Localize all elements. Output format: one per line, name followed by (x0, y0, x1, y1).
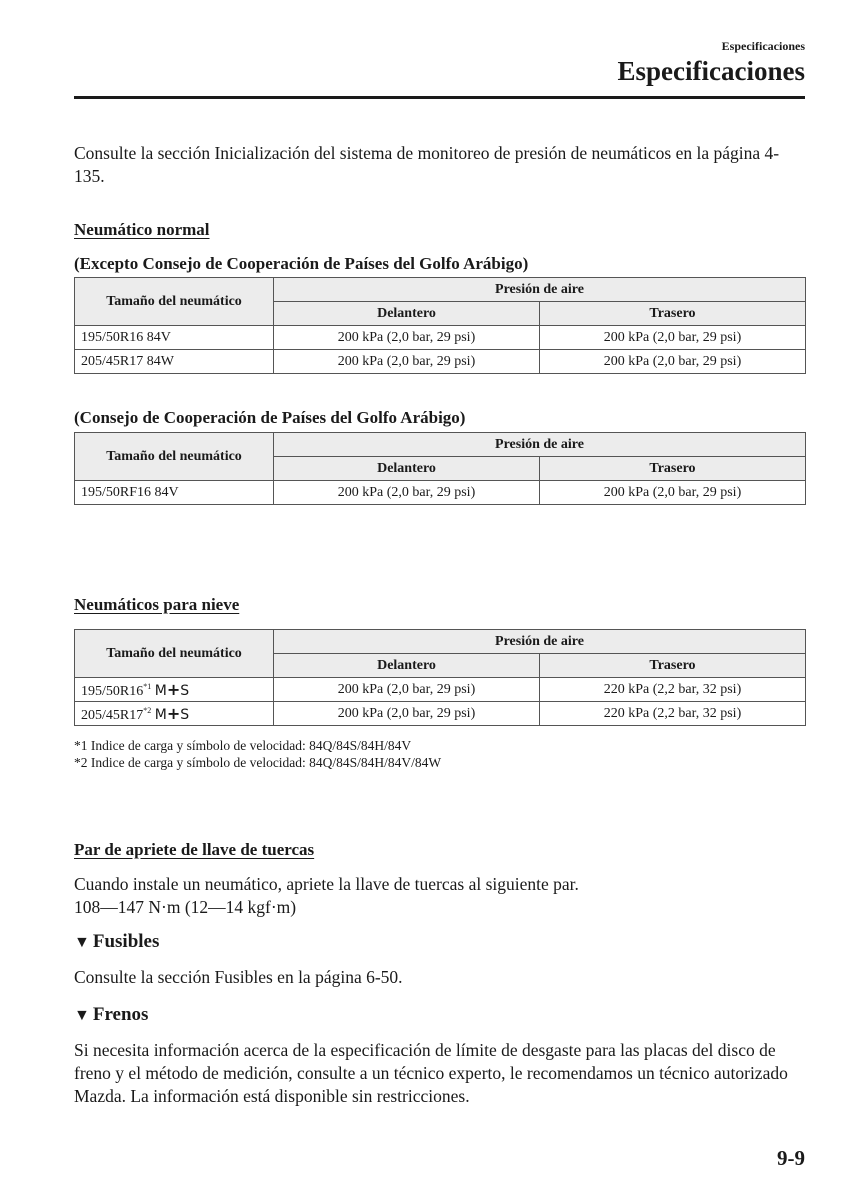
tire-size-cell: 195/50RF16 84V (75, 481, 274, 505)
mud-snow-plus-icon: + (166, 679, 181, 699)
tire-size-cell (75, 678, 274, 702)
col-front: Delantero (274, 302, 540, 326)
torque-text: Cuando instale un neumático, apriete la llave de tuercas al siguiente par. (74, 874, 579, 894)
torque-heading: Par de apriete de llave de tuercas (74, 840, 315, 859)
tire-size-text: 195/50R16 (81, 683, 144, 699)
col-rear: Trasero (540, 457, 806, 481)
tire-size-cell: 205/45R17 84W (75, 350, 274, 374)
page-number: 9-9 (777, 1146, 805, 1170)
table-row (75, 678, 806, 702)
pressure-table-snow (74, 629, 806, 726)
front-pressure-cell: 200 kPa (2,0 bar, 29 psi) (274, 702, 540, 726)
table-caption-gcc: (Consejo de Cooperación de Países del Golfo Arábigo) (74, 408, 466, 427)
rear-pressure-cell: 200 kPa (2,0 bar, 29 psi) (540, 350, 806, 374)
col-rear: Trasero (540, 302, 806, 326)
footnote-ref: *2 (143, 705, 152, 715)
header-rule (74, 96, 805, 99)
ms-s: S (180, 706, 190, 723)
table-row (75, 326, 806, 350)
tire-size-cell: 195/50R16 84V (75, 326, 274, 350)
col-tire-size: Tamaño del neumático (75, 630, 274, 678)
footnote-2: *2 Indice de carga y símbolo de velocidad: 84Q/84S/84H/84V/84W (74, 755, 442, 770)
ms-s: S (180, 682, 190, 699)
pressure-table-non-gcc (74, 277, 806, 374)
col-air-pressure: Presión de aire (274, 433, 806, 457)
brakes-heading (74, 1004, 148, 1026)
rear-pressure-cell: 200 kPa (2,0 bar, 29 psi) (540, 326, 806, 350)
footnote-1: *1 Indice de carga y símbolo de velocidad: 84Q/84S/84H/84V (74, 738, 412, 753)
col-rear: Trasero (540, 654, 806, 678)
col-tire-size: Tamaño del neumático (75, 433, 274, 481)
col-air-pressure: Presión de aire (274, 630, 806, 654)
fuses-text: Consulte la sección Fusibles en la página 6-50. (74, 967, 403, 987)
normal-tire-heading: Neumático normal (74, 220, 210, 239)
table-row (75, 702, 806, 726)
table-row (75, 481, 806, 505)
col-air-pressure: Presión de aire (274, 278, 806, 302)
intro-paragraph: Consulte la sección Inicialización del sistema de monitoreo de presión de neumáticos en la página 4-135. (74, 143, 780, 186)
rear-pressure-cell: 200 kPa (2,0 bar, 29 psi) (540, 481, 806, 505)
fuses-heading-label: Fusibles (92, 931, 160, 952)
page-title: Especificaciones (617, 56, 805, 86)
col-front: Delantero (274, 457, 540, 481)
tire-size-text: 205/45R17 (81, 707, 144, 723)
front-pressure-cell: 200 kPa (2,0 bar, 29 psi) (274, 350, 540, 374)
table-caption-non-gcc: (Excepto Consejo de Cooperación de Países del Golfo Arábigo) (74, 254, 529, 273)
ms-m: M (154, 706, 167, 723)
mud-snow-plus-icon: + (166, 703, 181, 723)
col-front: Delantero (274, 654, 540, 678)
pressure-table-gcc (74, 432, 806, 505)
front-pressure-cell: 200 kPa (2,0 bar, 29 psi) (274, 678, 540, 702)
brakes-text: Si necesita información acerca de la especificación de límite de desgaste para las placas del disco de freno y el método de medición, consulte a un técnico experto, le recomendamos un técnico autorizado Mazda. La información está disponible sin restricciones. (74, 1040, 788, 1106)
rear-pressure-cell: 220 kPa (2,2 bar, 32 psi) (540, 678, 806, 702)
col-tire-size: Tamaño del neumático (75, 278, 274, 326)
triangle-down-icon: ▼ (74, 934, 90, 951)
header-small-title: Especificaciones (721, 39, 805, 53)
tire-size-cell (75, 702, 274, 726)
torque-value: 108—147 N·m (12—14 kgf·m) (74, 897, 297, 917)
footnote-ref: *1 (143, 681, 152, 691)
triangle-down-icon: ▼ (74, 1007, 90, 1024)
fuses-heading (74, 931, 159, 953)
snow-tire-heading: Neumáticos para nieve (74, 595, 240, 614)
rear-pressure-cell: 220 kPa (2,2 bar, 32 psi) (540, 702, 806, 726)
brakes-heading-label: Frenos (92, 1004, 149, 1025)
front-pressure-cell: 200 kPa (2,0 bar, 29 psi) (274, 326, 540, 350)
ms-m: M (154, 682, 167, 699)
front-pressure-cell: 200 kPa (2,0 bar, 29 psi) (274, 481, 540, 505)
table-row (75, 350, 806, 374)
